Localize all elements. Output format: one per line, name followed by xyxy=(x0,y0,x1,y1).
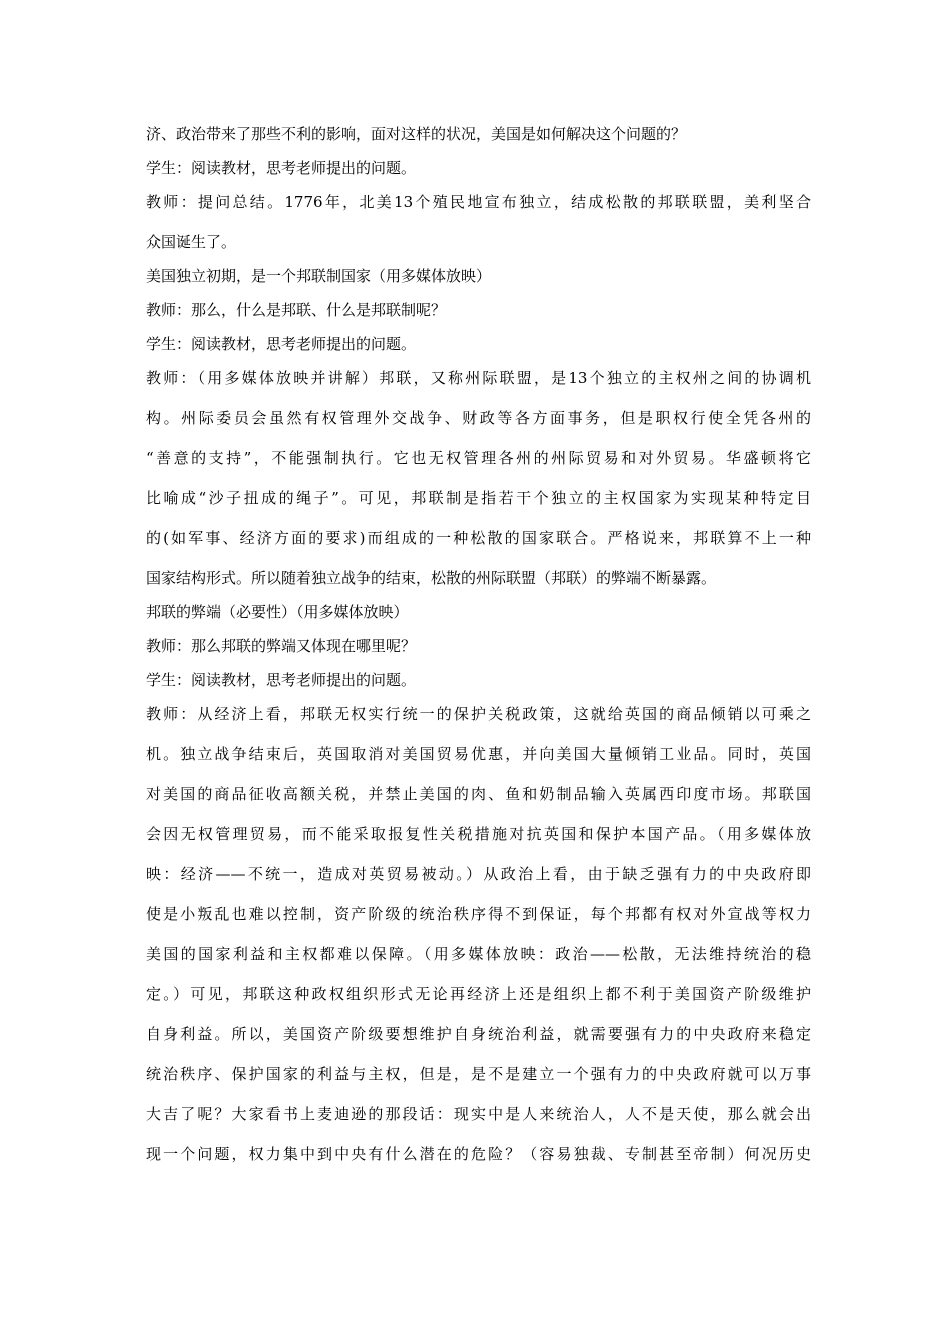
text-line: 会因无权管理贸易，而不能采取报复性关税措施对抗英国和保护本国产品。（用多媒体放 xyxy=(146,825,811,843)
text-line: 学生：阅读教材，思考老师提出的问题。 xyxy=(146,335,417,353)
text-line: 对美国的商品征收高额关税，并禁止美国的肉、鱼和奶制品输入英属西印度市场。邦联国 xyxy=(146,785,811,803)
text-line: 国家结构形式。所以随着独立战争的结束，松散的州际联盟（邦联）的弊端不断暴露。 xyxy=(146,569,717,587)
text-line: 学生：阅读教材，思考老师提出的问题。 xyxy=(146,159,417,177)
text-line: 机。独立战争结束后，英国取消对美国贸易优惠，并向美国大量倾销工业品。同时，英国 xyxy=(146,745,811,763)
text-line: 美国独立初期，是一个邦联制国家（用多媒体放映） xyxy=(146,267,492,285)
text-line: 映：经济——不统一，造成对英贸易被动。）从政治上看，由于缺乏强有力的中央政府即 xyxy=(146,865,811,883)
text-line: 教师：提问总结。1776年，北美13个殖民地宣布独立，结成松散的邦联联盟，美利坚合 xyxy=(146,193,811,211)
text-line: 教师：（用多媒体放映并讲解）邦联，又称州际联盟，是13个独立的主权州之间的协调机 xyxy=(146,369,811,387)
text-line: 教师：那么，什么是邦联、什么是邦联制呢？ xyxy=(146,301,447,319)
text-line: 统治秩序、保护国家的利益与主权，但是，是不是建立一个强有力的中央政府就可以万事 xyxy=(146,1065,811,1083)
document-body xyxy=(146,124,811,1164)
text-line: 现一个问题，权力集中到中央有什么潜在的危险？（容易独裁、专制甚至帝制）何况历史 xyxy=(146,1145,811,1163)
text-line: 济、政治带来了那些不利的影响，面对这样的状况，美国是如何解决这个问题的？ xyxy=(146,125,687,143)
text-line: 使是小叛乱也难以控制，资产阶级的统治秩序得不到保证，每个邦都有权对外宣战等权力 xyxy=(146,905,811,923)
text-line: 众国诞生了。 xyxy=(146,233,237,251)
text-line: 的(如军事、经济方面的要求)而组成的一种松散的国家联合。严格说来，邦联算不上一种 xyxy=(146,529,811,547)
text-line: 定。）可见，邦联这种政权组织形式无论再经济上还是组织上都不利于美国资产阶级维护 xyxy=(146,985,811,1003)
text-line: 邦联的弊端（必要性）（用多媒体放映） xyxy=(146,603,409,621)
text-line: 教师：那么邦联的弊端又体现在哪里呢？ xyxy=(146,637,417,655)
text-line: 美国的国家利益和主权都难以保障。（用多媒体放映：政治——松散，无法维持统治的稳 xyxy=(146,945,811,963)
text-line: 大吉了呢？大家看书上麦迪逊的那段话：现实中是人来统治人，人不是天使，那么就会出 xyxy=(146,1105,811,1123)
text-line: 学生：阅读教材，思考老师提出的问题。 xyxy=(146,671,417,689)
text-line: “善意的支持”，不能强制执行。它也无权管理各州的州际贸易和对外贸易。华盛顿将它 xyxy=(146,449,811,467)
text-line: 比喻成“沙子扭成的绳子”。可见，邦联制是指若干个独立的主权国家为实现某种特定目 xyxy=(146,489,811,507)
text-line: 教师：从经济上看，邦联无权实行统一的保护关税政策，这就给英国的商品倾销以可乘之 xyxy=(146,705,811,723)
text-line: 构。州际委员会虽然有权管理外交战争、财政等各方面事务，但是职权行使全凭各州的 xyxy=(146,409,811,427)
text-line: 自身利益。所以，美国资产阶级要想维护自身统治利益，就需要强有力的中央政府来稳定 xyxy=(146,1025,811,1043)
